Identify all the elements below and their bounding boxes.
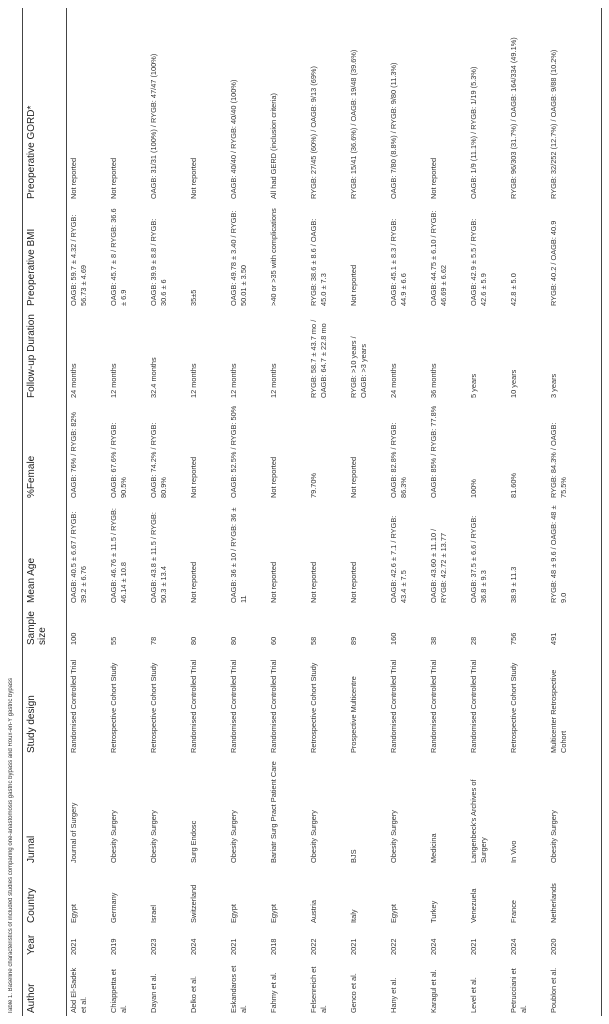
preop-bmi-cell: 42.8 ± 5.0 bbox=[509, 273, 518, 306]
author-cell: Petrucciani et al. bbox=[509, 968, 528, 1013]
mean-age-cell: Not reported bbox=[189, 561, 198, 603]
year-cell: 2021 bbox=[229, 938, 238, 955]
journal-cell: Obesity Surgery bbox=[109, 810, 118, 863]
preop-gord-cell: Not reported bbox=[429, 157, 438, 199]
year-cell: 2020 bbox=[549, 938, 558, 955]
mean-age-cell: OAGB: 37.5 ± 6.6 / RYGB: 36.8 ± 9.3 bbox=[469, 515, 488, 603]
header-preop-bmi: Preoperative BMI bbox=[26, 228, 37, 306]
follow-up-cell: RYGB: 58.7 ± 43.7 mo / OAGB: 64.7 ± 22.8 mo bbox=[309, 319, 328, 398]
sample-size-cell: 80 bbox=[189, 636, 198, 645]
sample-size-cell: 55 bbox=[109, 636, 118, 645]
mean-age-cell: OAGB: 43.8 ± 11.5 / RYGB: 50.3 ± 13.4 bbox=[149, 512, 168, 603]
table-caption: Table 1. Baseline characteristics of included studies comparing one-anastomosis gastric bypass and Roux-en-Y gastric bypass bbox=[8, 677, 14, 1014]
mean-age-cell: OAGB: 43.60 ± 11.10 / RYGB: 42.72 ± 13.77 bbox=[429, 528, 448, 603]
follow-up-cell: 36 months bbox=[429, 363, 438, 398]
preop-bmi-cell: 35±5 bbox=[189, 289, 198, 306]
follow-up-cell: 24 months bbox=[69, 363, 78, 398]
female-cell: Not reported bbox=[269, 456, 278, 498]
author-cell: Poublon et al. bbox=[549, 967, 558, 1013]
female-cell: 100% bbox=[469, 479, 478, 498]
mean-age-cell: RYGB: 48 ± 9.6 / OAGB: 48 ± 9.0 bbox=[549, 505, 568, 603]
follow-up-cell: 32.4 months bbox=[149, 357, 158, 398]
follow-up-cell: 12 months bbox=[229, 363, 238, 398]
mean-age-cell: OAGB: 46.76 ± 11.5 / RYGB: 46.14 ± 10.8 bbox=[109, 508, 128, 603]
preop-bmi-cell: >40 or >35 with complications bbox=[269, 208, 278, 306]
follow-up-cell: RYGB: >10 years / OAGB: >3 years bbox=[349, 336, 368, 398]
mean-age-cell: Not reported bbox=[349, 561, 358, 603]
header-preop-gord: Preoperative GORD* bbox=[26, 105, 37, 199]
header-journal: Jurnal bbox=[26, 835, 37, 863]
preop-gord-cell: OAGB: 1/9 (11.1%) / RYGB: 1/19 (5.3%) bbox=[469, 66, 478, 199]
female-cell: OAGB: 76% / RYGB: 82% bbox=[69, 411, 78, 498]
preop-gord-cell: RYGB: 32/252 (12.7%) / OAGB: 9/88 (10.2%) bbox=[549, 49, 558, 199]
journal-cell: Langenbeck's Archives of Surgery bbox=[469, 779, 488, 863]
header-follow-up: Follow-up Duration bbox=[26, 314, 37, 398]
preop-bmi-cell: OAGB: 45.7 ± 8 / RYGB: 36.6 ± 6.9 bbox=[109, 208, 128, 306]
table-row bbox=[546, 8, 586, 1016]
journal-cell: Surg Endosc bbox=[189, 820, 198, 863]
preop-gord-cell: Not reported bbox=[109, 157, 118, 199]
table-row bbox=[466, 8, 506, 1016]
sample-size-cell: 60 bbox=[269, 636, 278, 645]
year-cell: 2024 bbox=[509, 938, 518, 955]
year-cell: 2021 bbox=[349, 938, 358, 955]
author-cell: Dayan et al. bbox=[149, 973, 158, 1013]
preop-gord-cell: RYGB: 96/303 (31.7%) / OAGB: 164/334 (49.1%) bbox=[509, 37, 518, 199]
header-study-design: Study design bbox=[26, 695, 37, 753]
study-design-cell: Randomised Controlled Trial bbox=[69, 659, 78, 753]
mean-age-cell: 38.9 ± 11.3 bbox=[509, 566, 518, 603]
header-sample-size: Sample size bbox=[26, 611, 48, 645]
follow-up-cell: 24 months bbox=[389, 363, 398, 398]
mean-age-cell: Not reported bbox=[269, 561, 278, 603]
country-cell: Egypt bbox=[389, 904, 398, 923]
preop-bmi-cell: RYGB: 38.6 ± 8.6 / OAGB: 45.0 ± 7.3 bbox=[309, 218, 328, 306]
female-cell: Not reported bbox=[349, 456, 358, 498]
follow-up-cell: 5 years bbox=[469, 373, 478, 398]
sample-size-cell: 28 bbox=[469, 636, 478, 645]
mean-age-cell: OAGB: 42.6 ± 7.1 / RYGB: 43.4 ± 7.5 bbox=[389, 515, 408, 603]
study-design-cell: Retrospective Cohort Study bbox=[149, 662, 158, 753]
author-cell: Genco et al. bbox=[349, 973, 358, 1013]
study-design-cell: Randomised Controlled Trial bbox=[229, 659, 238, 753]
follow-up-cell: 3 years bbox=[549, 373, 558, 398]
journal-cell: BJS bbox=[349, 849, 358, 863]
female-cell: Not reported bbox=[189, 456, 198, 498]
bottom-rule bbox=[601, 8, 602, 1016]
study-design-cell: Randomised Controlled Trial bbox=[429, 659, 438, 753]
country-cell: Germany bbox=[109, 892, 118, 923]
year-cell: 2023 bbox=[149, 938, 158, 955]
sample-size-cell: 38 bbox=[429, 636, 438, 645]
follow-up-cell: 12 months bbox=[189, 363, 198, 398]
table-row bbox=[306, 8, 346, 1016]
follow-up-cell: 12 months bbox=[109, 363, 118, 398]
table-row bbox=[66, 8, 106, 1016]
female-cell: OAGB: 52.5% / RYGB: 50% bbox=[229, 405, 238, 498]
header-year: Year bbox=[26, 934, 37, 955]
preop-bmi-cell: Not reported bbox=[349, 264, 358, 306]
female-cell: RYGB: 84.3% / OAGB: 75.5% bbox=[549, 422, 568, 498]
study-design-cell: Retrospective Cohort Study bbox=[309, 662, 318, 753]
country-cell: Italy bbox=[349, 909, 358, 923]
female-cell: OAGB: 85% / RYGB: 77.8% bbox=[429, 405, 438, 498]
country-cell: Venezuela bbox=[469, 888, 478, 923]
header-row bbox=[24, 8, 66, 1016]
country-cell: Egypt bbox=[229, 904, 238, 923]
preop-bmi-cell: OAGB: 45.1 ± 8.3 / RYGB: 44.9 ± 6.6 bbox=[389, 218, 408, 306]
author-cell: Fahmy et al. bbox=[269, 972, 278, 1013]
table-row bbox=[506, 8, 546, 1016]
author-cell: Hany et al. bbox=[389, 977, 398, 1013]
preop-gord-cell: OAGB: 40/40 / RYGB: 40/40 (100%) bbox=[229, 79, 238, 199]
author-cell: Felsenreich et al. bbox=[309, 966, 328, 1013]
journal-cell: Obesity Surgery bbox=[149, 810, 158, 863]
journal-cell: Obesity Surgery bbox=[389, 810, 398, 863]
preop-bmi-cell: OAGB: 42.9 ± 5.5 / RYGB: 42.6 ± 5.9 bbox=[469, 218, 488, 306]
header-female: %Female bbox=[26, 455, 37, 498]
table-row bbox=[426, 8, 466, 1016]
author-cell: Eskandaros et al. bbox=[229, 965, 248, 1013]
study-design-cell: Randomised Controlled Trial bbox=[389, 659, 398, 753]
preop-gord-cell: RYGB: 15/41 (36.6%) / OAGB: 19/48 (39.6%) bbox=[349, 49, 358, 199]
preop-bmi-cell: OAGB: 59.7 ± 4.32 / RYGB: 56.73 ± 4.69 bbox=[69, 214, 88, 306]
sample-size-cell: 89 bbox=[349, 636, 358, 645]
study-design-cell: Randomised Controlled Trial bbox=[469, 659, 478, 753]
country-cell: Austria bbox=[309, 899, 318, 923]
female-cell: 79.70% bbox=[309, 472, 318, 498]
sample-size-cell: 160 bbox=[389, 632, 398, 645]
country-cell: Netherlands bbox=[549, 883, 558, 923]
sample-size-cell: 80 bbox=[229, 636, 238, 645]
table-row bbox=[226, 8, 266, 1016]
study-design-cell: Randomised Controlled Trial bbox=[269, 659, 278, 753]
study-design-cell: Retrospective Cohort Study bbox=[109, 662, 118, 753]
sample-size-cell: 58 bbox=[309, 636, 318, 645]
year-cell: 2022 bbox=[389, 938, 398, 955]
country-cell: Switzerland bbox=[189, 884, 198, 923]
country-cell: Israel bbox=[149, 904, 158, 923]
study-design-cell: Retrospective Cohort Study bbox=[509, 662, 518, 753]
journal-cell: Medicina bbox=[429, 833, 438, 863]
sample-size-cell: 100 bbox=[69, 632, 78, 645]
year-cell: 2019 bbox=[109, 938, 118, 955]
table-row bbox=[186, 8, 226, 1016]
preop-bmi-cell: OAGB: 49.78 ± 3.40 / RYGB: 50.01 ± 3.50 bbox=[229, 210, 248, 306]
year-cell: 2022 bbox=[309, 938, 318, 955]
preop-gord-cell: RYGB: 27/45 (60%) / OAGB: 9/13 (69%) bbox=[309, 66, 318, 199]
country-cell: Egypt bbox=[269, 904, 278, 923]
journal-cell: Obesity Surgery bbox=[549, 810, 558, 863]
sample-size-cell: 756 bbox=[509, 632, 518, 645]
preop-gord-cell: OAGB: 31/31 (100%) / RYGB: 47/47 (100%) bbox=[149, 53, 158, 199]
author-cell: Level et al. bbox=[469, 977, 478, 1013]
table-row bbox=[346, 8, 386, 1016]
female-cell: OAGB: 74.2% / RYGB: 80.9% bbox=[149, 422, 168, 498]
sample-size-cell: 491 bbox=[549, 632, 558, 645]
preop-bmi-cell: OAGB: 44.75 ± 6.10 / RYGB: 46.69 ± 6.62 bbox=[429, 210, 448, 306]
study-design-cell: Prospective Multicentre bbox=[349, 676, 358, 753]
author-cell: Delko et al. bbox=[189, 976, 198, 1013]
follow-up-cell: 12 months bbox=[269, 363, 278, 398]
header-mean-age: Mean Age bbox=[26, 557, 37, 603]
country-cell: Egypt bbox=[69, 904, 78, 923]
female-cell: OAGB: 82.8% / RYGB: 86.3% bbox=[389, 422, 408, 498]
year-cell: 2024 bbox=[189, 938, 198, 955]
year-cell: 2021 bbox=[469, 938, 478, 955]
journal-cell: Bariatr Surg Pract Patient Care bbox=[269, 761, 278, 863]
table-row bbox=[106, 8, 146, 1016]
header-author: Author bbox=[26, 983, 37, 1013]
preop-gord-cell: OAGB: 7/80 (8.8%) / RYGB: 9/80 (11.3%) bbox=[389, 62, 398, 199]
journal-cell: In Vivo bbox=[509, 840, 518, 863]
female-cell: OAGB: 67.6% / RYGB: 90.5% bbox=[109, 422, 128, 498]
country-cell: France bbox=[509, 899, 518, 923]
female-cell: 81.60% bbox=[509, 472, 518, 498]
table-row bbox=[146, 8, 186, 1016]
preop-gord-cell: Not reported bbox=[189, 157, 198, 199]
study-design-cell: Multicenter Retrospective Cohort bbox=[549, 669, 568, 753]
preop-bmi-cell: RYGB: 40.2 / OAGB: 40.9 bbox=[549, 220, 558, 306]
header-country: Country bbox=[26, 887, 37, 923]
mean-age-cell: OAGB: 40.5 ± 6.67 / RYGB: 39.2 ± 6.76 bbox=[69, 511, 88, 603]
author-cell: Karagul et al. bbox=[429, 969, 438, 1013]
country-cell: Turkey bbox=[429, 900, 438, 923]
year-cell: 2018 bbox=[269, 938, 278, 955]
table-row bbox=[386, 8, 426, 1016]
follow-up-cell: 10 years bbox=[509, 369, 518, 398]
preop-bmi-cell: OAGB: 39.9 ± 8.8 / RYGB: 30.6 ± 6 bbox=[149, 218, 168, 306]
study-design-cell: Randomised Controlled Trial bbox=[189, 659, 198, 753]
author-cell: Chiappetta et al. bbox=[109, 969, 128, 1013]
journal-cell: Obesity Surgery bbox=[309, 810, 318, 863]
table-row bbox=[266, 8, 306, 1016]
sample-size-cell: 78 bbox=[149, 636, 158, 645]
year-cell: 2024 bbox=[429, 938, 438, 955]
journal-cell: Journal of Surgery bbox=[69, 802, 78, 863]
mean-age-cell: Not reported bbox=[309, 561, 318, 603]
mean-age-cell: OAGB: 36 ± 10 / RYGB: 36 ± 11 bbox=[229, 507, 248, 603]
studies-table bbox=[24, 8, 586, 1016]
preop-gord-cell: All had GERD (inclusion criteria) bbox=[269, 93, 278, 199]
preop-gord-cell: Not reported bbox=[69, 157, 78, 199]
journal-cell: Obesity Surgery bbox=[229, 810, 238, 863]
author-cell: Abd El-Sadek et al. bbox=[69, 967, 88, 1013]
year-cell: 2021 bbox=[69, 938, 78, 955]
